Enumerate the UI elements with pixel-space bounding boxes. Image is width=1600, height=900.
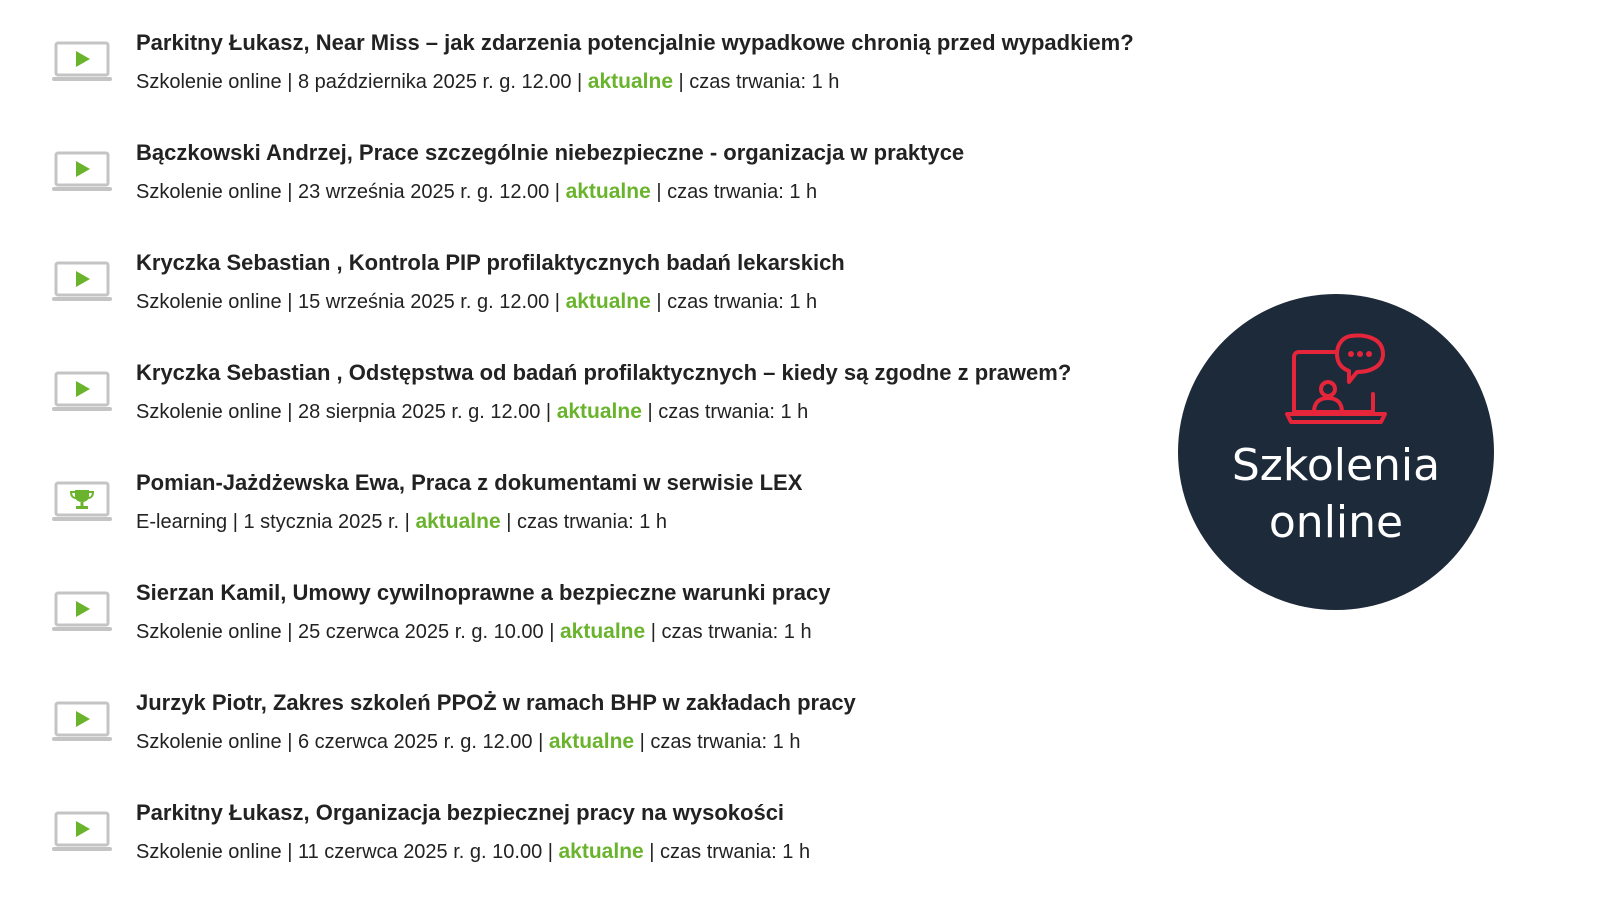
training-meta [136, 70, 839, 94]
training-info: Szkolenie online | 8 października 2025 r. g. 12.00 | [136, 71, 588, 93]
training-info: Szkolenie online | 6 czerwca 2025 r. g. 12.00 | [136, 731, 549, 753]
training-meta [136, 620, 812, 644]
badge-title-line1: Szkolenia [1231, 440, 1441, 491]
status-badge: aktualne [558, 840, 644, 863]
status-badge: aktualne [565, 180, 651, 203]
video-play-icon [51, 151, 113, 195]
list-item [0, 227, 1170, 337]
training-title[interactable]: Kryczka Sebastian , Odstępstwa od badań profilaktycznych – kiedy są zgodne z prawem? [136, 360, 1072, 385]
training-meta [136, 510, 667, 534]
training-duration: | czas trwania: 1 h [500, 511, 668, 533]
training-title[interactable]: Pomian-Jażdżewska Ewa, Praca z dokumentami w serwisie LEX [136, 470, 803, 495]
status-badge: aktualne [587, 70, 673, 93]
status-badge: aktualne [548, 730, 635, 753]
video-play-icon [51, 371, 113, 415]
training-duration: | czas trwania: 1 h [650, 291, 818, 313]
training-title[interactable]: Bączkowski Andrzej, Prace szczególnie niebezpieczne - organizacja w praktyce [136, 140, 965, 165]
list-item [0, 7, 1170, 117]
training-meta [136, 730, 800, 754]
training-meta [136, 180, 817, 204]
training-title[interactable]: Parkitny Łukasz, Organizacja bezpiecznej pracy na wysokości [136, 800, 785, 825]
training-meta [136, 290, 817, 314]
video-play-icon [51, 41, 113, 85]
video-play-icon [51, 701, 113, 745]
training-title[interactable]: Parkitny Łukasz, Near Miss – jak zdarzenia potencjalnie wypadkowe chronią przed wypadkiem? [136, 30, 1134, 55]
list-item [0, 117, 1170, 227]
badge-title-line2: online [1268, 497, 1404, 548]
training-duration: | czas trwania: 1 h [645, 621, 812, 643]
list-item [0, 337, 1170, 447]
list-item [0, 667, 1170, 777]
status-badge: aktualne [415, 510, 501, 533]
video-play-icon [51, 261, 113, 305]
training-duration: | czas trwania: 1 h [641, 401, 809, 423]
online-training-icon [1285, 332, 1391, 428]
status-badge: aktualne [565, 290, 651, 313]
status-badge: aktualne [556, 400, 642, 423]
video-play-icon [51, 811, 113, 855]
training-title[interactable]: Kryczka Sebastian , Kontrola PIP profilaktycznych badań lekarskich [136, 250, 845, 275]
training-info: Szkolenie online | 28 sierpnia 2025 r. g. 12.00 | [136, 401, 557, 423]
training-meta [136, 400, 808, 424]
training-title[interactable]: Jurzyk Piotr, Zakres szkoleń PPOŻ w ramach BHP w zakładach pracy [136, 690, 856, 715]
status-badge: aktualne [559, 620, 646, 643]
video-play-icon [51, 591, 113, 635]
list-item [0, 447, 1170, 557]
training-meta [136, 840, 810, 864]
online-training-badge [1178, 294, 1494, 610]
training-info: E-learning | 1 stycznia 2025 r. | [136, 511, 416, 533]
list-item [0, 777, 1170, 887]
training-duration: | czas trwania: 1 h [643, 841, 811, 863]
training-info: Szkolenie online | 25 czerwca 2025 r. g. 10.00 | [136, 621, 560, 643]
training-title[interactable]: Sierzan Kamil, Umowy cywilnoprawne a bezpieczne warunki pracy [136, 580, 831, 605]
list-item [0, 557, 1170, 667]
training-info: Szkolenie online | 23 września 2025 r. g. 12.00 | [136, 181, 566, 203]
training-duration: | czas trwania: 1 h [650, 181, 818, 203]
training-info: Szkolenie online | 11 czerwca 2025 r. g. 10.00 | [136, 841, 559, 863]
training-duration: | czas trwania: 1 h [673, 71, 840, 93]
training-duration: | czas trwania: 1 h [634, 731, 801, 753]
trophy-icon [51, 481, 113, 525]
training-info: Szkolenie online | 15 września 2025 r. g. 12.00 | [136, 291, 566, 313]
